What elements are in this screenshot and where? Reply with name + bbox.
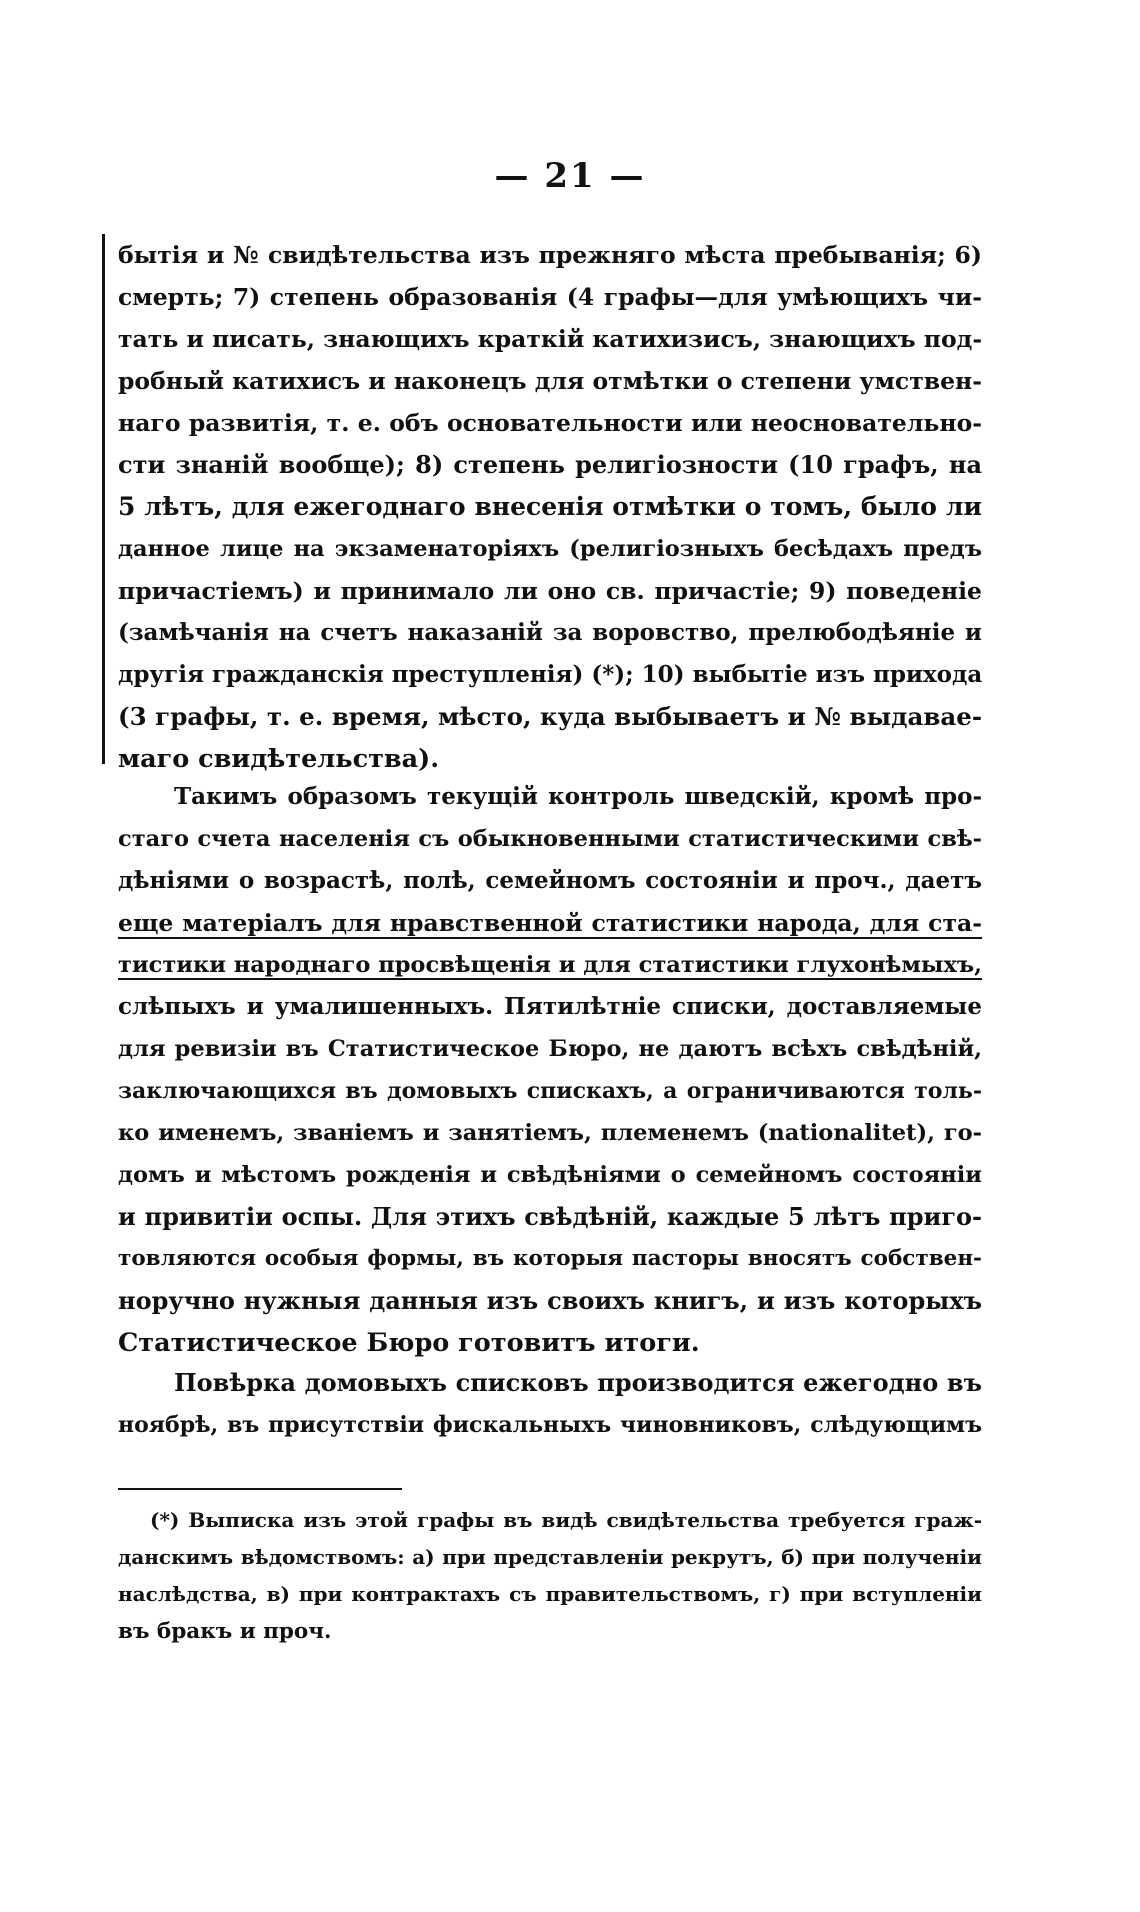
text-line: для ревизіи въ Статистическое Бюро, не даютъ всѣхъ свѣдѣній,	[118, 1036, 982, 1062]
text-line: сти знаній вообще); 8) степень религіозности (10 графъ, на	[118, 450, 982, 479]
text-line: (замѣчанія на счетъ наказаній за воровство, прелюбодѣяніе и	[118, 619, 982, 646]
text-line: данное лице на экзаменаторіяхъ (религіозныхъ бесѣдахъ предъ	[118, 536, 982, 562]
text-line: другія гражданскія преступленія) (*); 10) выбытіе изъ прихода	[118, 661, 982, 688]
margin-vertical-rule	[102, 234, 105, 764]
text-line: Такимъ образомъ текущій контроль шведскій, кромѣ про-	[174, 783, 982, 810]
footnote-line: въ бракъ и проч.	[118, 1619, 332, 1644]
paragraph-swedish-control	[118, 776, 982, 1364]
text-line: Повѣрка домовыхъ списковъ производится ежегодно въ	[174, 1368, 982, 1397]
text-line: причастіемъ) и принимало ли оно св. причастіе; 9) поведеніе	[118, 577, 982, 605]
footnote	[118, 1502, 982, 1650]
underlined-text-line: еще матеріалъ для нравственной статистики народа, для ста-	[118, 909, 982, 937]
footnote-line: данскимъ вѣдомствомъ: а) при представленіи рекрутъ, б) при полученіи	[118, 1545, 982, 1569]
text-line: товляются особыя формы, въ которыя пасторы вносятъ собствен-	[118, 1246, 982, 1271]
footnote-line: (*) Выписка изъ этой графы въ видѣ свидѣтельства требуется граж-	[150, 1508, 982, 1532]
page-number: — 21 —	[494, 156, 646, 196]
text-line: ноябрѣ, въ присутствіи фискальныхъ чиновниковъ, слѣдующимъ	[118, 1412, 982, 1438]
text-line: тать и писать, знающихъ краткій катихизисъ, знающихъ под-	[118, 325, 982, 353]
text-line: заключающихся въ домовыхъ спискахъ, а ограничиваются толь-	[118, 1078, 982, 1104]
text-line: бытія и № свидѣтельства изъ прежняго мѣста пребыванія; 6)	[118, 241, 982, 269]
text-line: Статистическое Бюро готовитъ итоги.	[118, 1328, 700, 1358]
text-line: слѣпыхъ и умалишенныхъ. Пятилѣтніе списки, доставляемые	[118, 993, 982, 1020]
paragraph-continued	[118, 234, 982, 780]
text-line: 5 лѣтъ, для ежегоднаго внесенія отмѣтки о томъ, было ли	[118, 492, 982, 521]
text-line: наго развитія, т. е. объ основательности или неосновательно-	[118, 409, 982, 437]
text-line: ко именемъ, званіемъ и занятіемъ, племенемъ (nationalitet), го-	[118, 1120, 982, 1146]
text-line: домъ и мѣстомъ рожденія и свѣдѣніями о семейномъ состояніи	[118, 1162, 982, 1188]
footnote-line: наслѣдства, в) при контрактахъ съ правительствомъ, г) при вступленіи	[118, 1582, 982, 1606]
text-line: дѣніями о возрастѣ, полѣ, семейномъ состояніи и проч., даетъ	[118, 867, 982, 894]
text-line: (3 графы, т. е. время, мѣсто, куда выбываетъ и № выдавае-	[118, 702, 982, 731]
text-line: и привитіи оспы. Для этихъ свѣдѣній, каждые 5 лѣтъ приго-	[118, 1202, 982, 1231]
paragraph-list-verification	[118, 1362, 982, 1446]
text-line: маго свидѣтельства).	[118, 744, 440, 774]
text-line: норучно нужныя данныя изъ своихъ книгъ, и изъ которыхъ	[118, 1286, 982, 1315]
text-line: стаго счета населенія съ обыкновенными статистическими свѣ-	[118, 826, 982, 852]
footnote-divider	[118, 1488, 402, 1490]
text-line: робный катихисъ и наконецъ для отмѣтки о степени умствен-	[118, 367, 982, 395]
text-line: смерть; 7) степень образованія (4 графы—для умѣющихъ чи-	[118, 283, 982, 311]
underlined-text-line: тистики народнаго просвѣщенія и для статистики глухонѣмыхъ,	[118, 952, 982, 978]
